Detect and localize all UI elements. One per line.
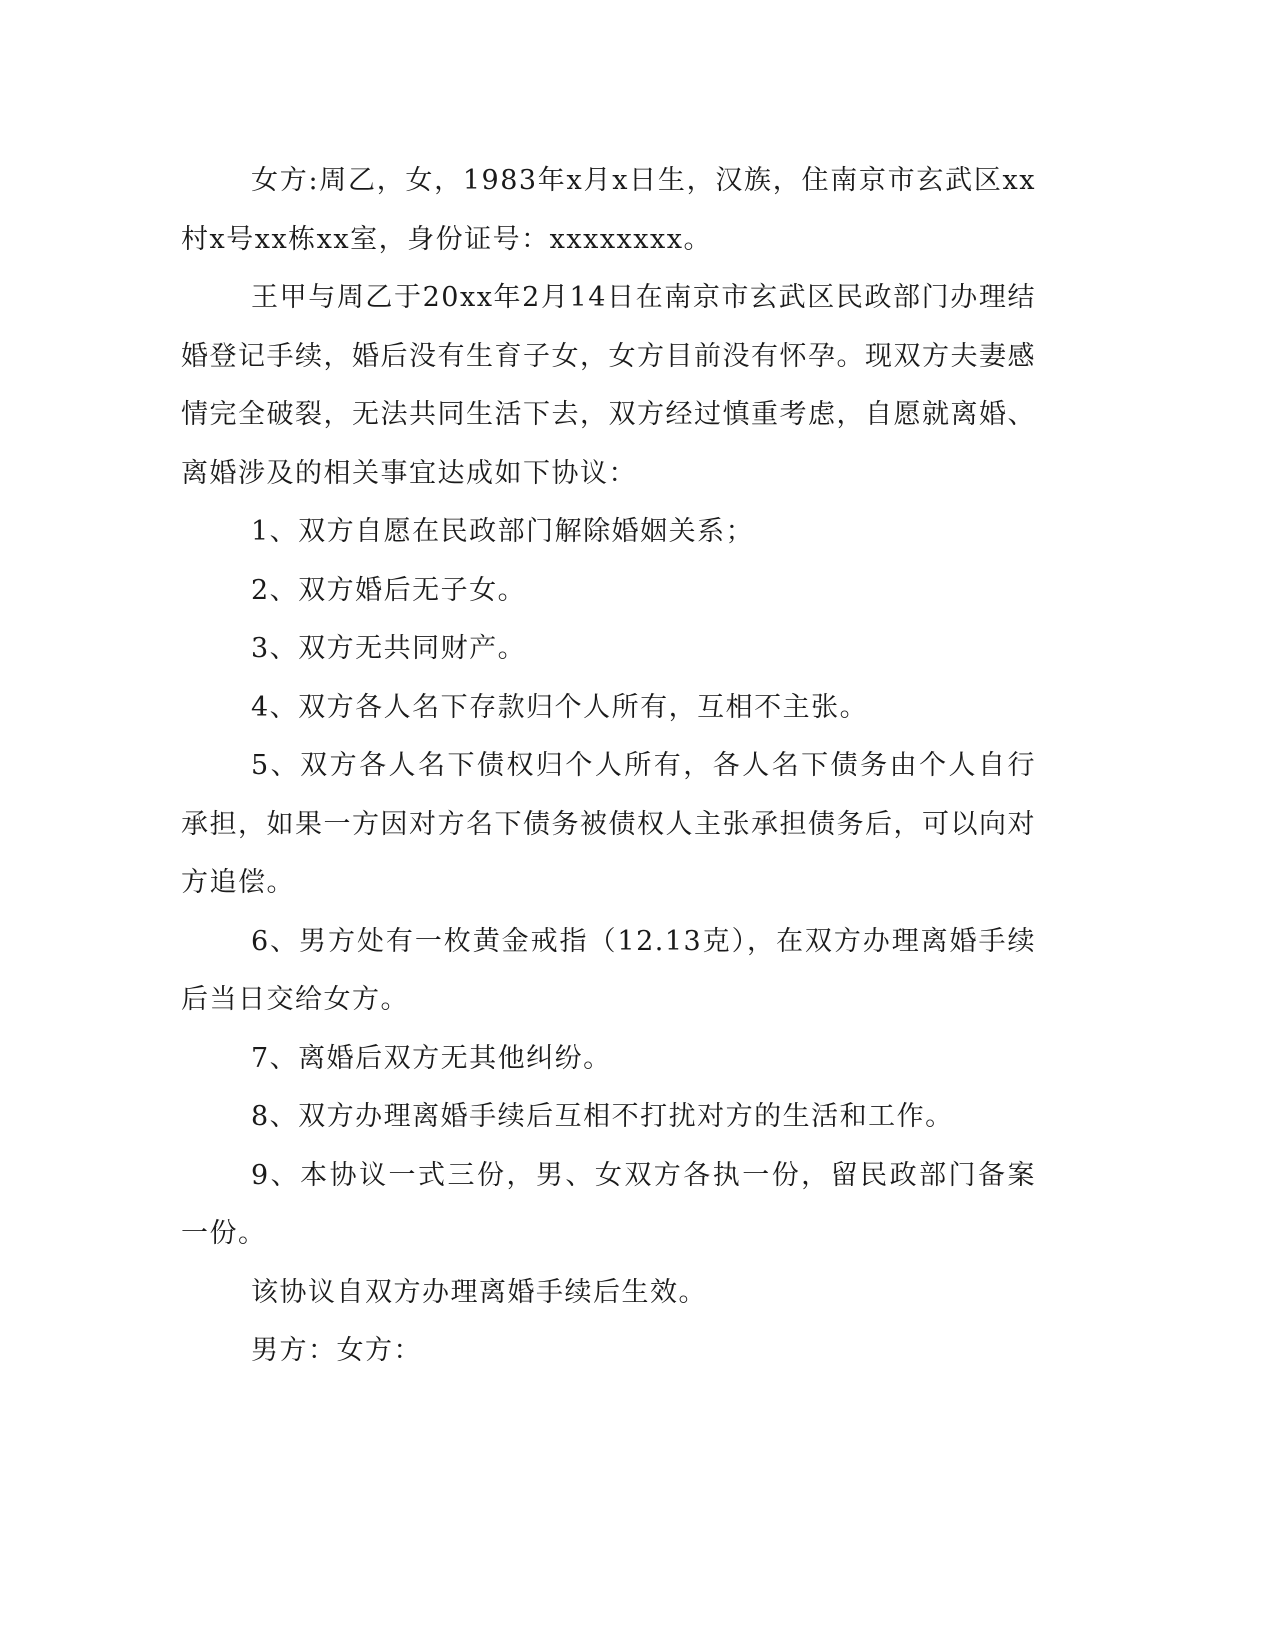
clause-7: 7、离婚后双方无其他纠纷。 [251, 1042, 612, 1074]
clause-6: 6、男方处有一枚黄金戒指（12.13克），在双方办理离婚手续后当日交给女方。 [181, 925, 1036, 1015]
clause-5: 5、双方各人名下债权归个人所有，各人名下债务由个人自行承担，如果一方因对方名下债务被债权人主张承担债务后，可以向对方追偿。 [181, 750, 1036, 898]
preamble-paragraph: 王甲与周乙于20xx年2月14日在南京市玄武区民政部门办理结婚登记手续，婚后没有生育子女，女方目前没有怀孕。现双方夫妻感情完全破裂，无法共同生活下去，双方经过慎重考虑，自愿就离婚、离婚涉及的相关事宜达成如下协议： [181, 282, 1036, 489]
clause-8: 8、双方办理离婚手续后互相不打扰对方的生活和工作。 [251, 1101, 954, 1132]
signature-line: 男方：女方： [251, 1335, 422, 1366]
clause-3: 3、双方无共同财产。 [251, 633, 527, 664]
clause-2: 2、双方婚后无子女。 [251, 574, 527, 606]
effective-statement: 该协议自双方办理离婚手续后生效。 [251, 1276, 707, 1308]
clause-1: 1、双方自愿在民政部门解除婚姻关系； [251, 516, 755, 547]
party-female-info: 女方:周乙，女，1983年x月x日生，汉族，住南京市玄武区xx村x号xx栋xx室，身份证号：xxxxxxxx。 [181, 165, 1036, 255]
document-body [181, 152, 1036, 1381]
clause-9: 9、本协议一式三份，男、女双方各执一份，留民政部门备案一份。 [181, 1159, 1036, 1249]
clause-4: 4、双方各人名下存款归个人所有，互相不主张。 [251, 691, 869, 723]
